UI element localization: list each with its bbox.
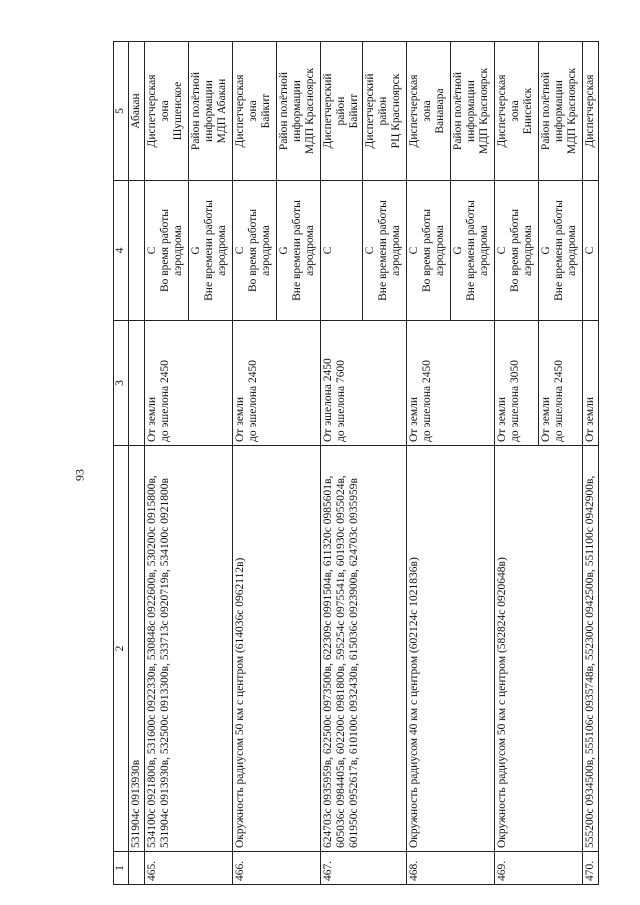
unit-cell: Диспетчерская зона Ванавара: [407, 42, 451, 181]
unit-cell: Диспетчерский район Байкит: [321, 42, 363, 181]
row-number: 469.: [495, 852, 583, 885]
altitude-cell: От земли до эшелона 2450: [407, 321, 495, 446]
flight-rules-cell: С: [321, 181, 363, 321]
header-col-5: 5: [114, 42, 129, 181]
header-col-2: 2: [114, 446, 129, 852]
unit-cell: Диспетчерский район РЦ Красноярск: [363, 42, 407, 181]
unit-cell: Абакан: [129, 42, 145, 181]
header-col-4: 4: [114, 181, 129, 321]
table-row-465: [145, 42, 189, 885]
airspace-table: [113, 41, 599, 885]
coords-cell: Окружность радиусом 50 км с центром (614036с 0962112в): [233, 446, 321, 852]
altitude-cell: От земли: [583, 321, 599, 446]
coords-cell: Окружность радиусом 50 км с центром (582824с 0920648в): [495, 446, 583, 852]
flight-rules-cell: G Вне времени работы аэродрома: [277, 181, 321, 321]
row-number: 468.: [407, 852, 495, 885]
flight-rules-cell: С: [583, 181, 599, 321]
header-row: [114, 42, 129, 885]
unit-cell: Диспетчерская: [583, 42, 599, 181]
altitude-cell: От эшелона 2450 до эшелона 7600: [321, 321, 407, 446]
table-row-466: [233, 42, 277, 885]
table-row-469: [495, 42, 539, 885]
coords-cell: 534100с 0921800в, 531600с 0922330в, 530848с 0922600в, 530200с 0915800в, 531904с 0913930в, 532500с 0913300в, 533713с 0920719в, 534100с 0921800в: [145, 446, 233, 852]
flight-rules-cell: С Во время работы аэродрома: [495, 181, 539, 321]
unit-cell: Диспетчерская зона Шушенское: [145, 42, 189, 181]
flight-rules-cell: С Во время работы аэродрома: [407, 181, 451, 321]
header-col-3: 3: [114, 321, 129, 446]
header-col-1: 1: [114, 852, 129, 885]
row-number: 467.: [321, 852, 407, 885]
row-number: 465.: [145, 852, 233, 885]
unit-cell: Район полётной информации МДП Красноярск: [539, 42, 583, 181]
unit-cell: Район полётной информации МДП Красноярск: [277, 42, 321, 181]
table-row-467: [321, 42, 363, 885]
coords-cell: 555200с 0934500в, 555106с 0935748в, 552300с 0942500в, 551100с 0942900в,: [583, 446, 599, 852]
table-row-continuation: [129, 42, 145, 885]
unit-cell: Район полётной информации МДП Абакан: [189, 42, 233, 181]
table-row-468: [407, 42, 451, 885]
flight-rules-cell: G Вне времени работы аэродрома: [539, 181, 583, 321]
unit-cell: Район полётной информации МДП Красноярск: [451, 42, 495, 181]
flight-rules-cell: С Во время работы аэродрома: [233, 181, 277, 321]
unit-cell: Диспетчерская зона Енисейск: [495, 42, 539, 181]
unit-cell: Диспетчерская зона Байкит: [233, 42, 277, 181]
coords-cell: Окружность радиусом 40 км с центром (602124с 1021836в): [407, 446, 495, 852]
row-number: 466.: [233, 852, 321, 885]
flight-rules-cell: G Вне времени работы аэродрома: [451, 181, 495, 321]
altitude-cell: От земли до эшелона 2450: [539, 321, 583, 446]
rotated-table-wrapper: [113, 42, 596, 885]
altitude-cell: От земли до эшелона 2450: [233, 321, 321, 446]
flight-rules-cell: С Вне времени работы аэродрома: [363, 181, 407, 321]
table-row-470: [583, 42, 599, 885]
coords-cell: 531904с 0913930в: [129, 446, 145, 852]
flight-rules-cell: G Вне времени работы аэродрома: [189, 181, 233, 321]
page-number: 93: [72, 469, 87, 481]
coords-cell: 624703с 0935959в, 622500с 0973500в, 622309с 0991504в, 611320с 0985601в, 605036с 0984405в, 602200с 0981800в, 595254с 0975541в, 601930с 0955024в, 601950с 0952617в, 610100с 0932430в, 615036с 0923900в, 624703с 0935959в: [321, 446, 407, 852]
altitude-cell: От земли до эшелона 3050: [495, 321, 539, 446]
row-number: 470.: [583, 852, 599, 885]
flight-rules-cell: С Во время работы аэродрома: [145, 181, 189, 321]
altitude-cell: От земли до эшелона 2450: [145, 321, 233, 446]
